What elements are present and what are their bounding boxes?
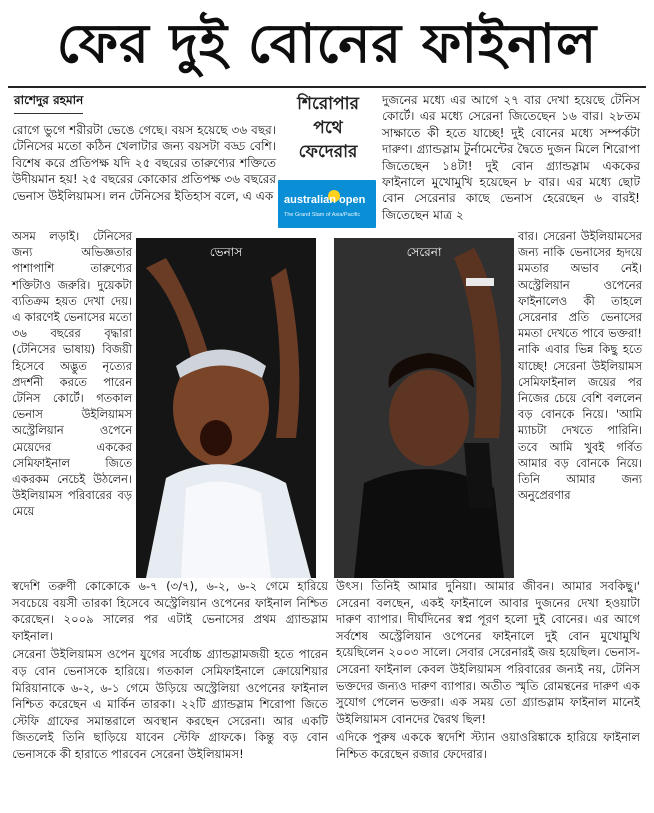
article-bottom-right bbox=[336, 578, 640, 765]
serena-photo bbox=[334, 238, 514, 578]
article-column-1 bbox=[12, 122, 276, 206]
byline: রাশেদুর রহমান bbox=[14, 92, 83, 114]
subhead-line-3: ফেদেরার bbox=[298, 142, 358, 162]
bottom-right-para-2: এদিকে পুরুষ এককে স্বদেশি স্ট্যান ওয়াওরিঙ্কাকে হারিয়ে ফাইনাল নিশ্চিত করেছেন রজার ফেদেরার। bbox=[336, 730, 640, 761]
subhead-line-1: শিরোপার bbox=[297, 94, 359, 114]
headline-rule bbox=[8, 86, 646, 88]
col1-text: রোগে ভুগে শরীরটা ভেঙে গেছে। বয়স হয়েছে ৩৬ বছর। টেনিসের মতো কঠিন খেলাটার জন্য বয়সটা বড্ড বেশি। বিশেষ করে প্রতিপক্ষ যদি ২৫ বছরের তারুণ্যের শক্তিতে উদীয়মান হয়! ২৫ বছরের কোকোর প্রতিপক্ষ ৩৬ বছরের ভেনাস উইলিয়ামস। লন টেনিসের ইতিহাস বলে, এ এক bbox=[12, 123, 276, 203]
sidebar-subhead bbox=[280, 92, 376, 164]
article-column-3 bbox=[382, 92, 640, 225]
australian-open-logo bbox=[278, 180, 376, 228]
narrow-left-text: অসম লড়াই। টেনিসের জন্য অভিজ্ঞতার পাশাপাশি তারুণ্যের শক্তিটাও জরুরি। দুয়েকটা ব্যতিক্রম হয়ত দেখা দেয়। এ কারণেই ভেনাসের মতো ৩৬ বছরের বৃদ্ধারা (টেনিসের ভাষায়) বিজয়ী হিসেবে অদ্ভুত নৃত্যের প্রদর্শনী করতে পারেন টেনিস কোর্টে। গতকাল ভেনাস উইলিয়ামস অস্ট্রেলিয়ান ওপেনে মেয়েদের এককের সেমিফাইনাল জিতে একরকম নেচেই উঠলেন। উইলিয়ামস পরিবারের বড় মেয়ে bbox=[12, 229, 132, 519]
col3-text: দুজনের মধ্যে এর আগে ২৭ বার দেখা হয়েছে টেনিস কোর্টে। এর মধ্যে সেরেনা জিতেছেন ১৬ বার। ২৮তম সাক্ষাতে কী হতে যাচ্ছে! দুই বোনের মধ্যে সম্পর্কটা দারুণ। গ্র্যান্ডস্লাম টুর্নামেন্টের দ্বৈতে দুজন মিলে শিরোপা জিতেছেন ১৪টা! দুই বোন গ্র্যান্ডস্লাম এককের ফাইনালে মুখোমুখি হয়েছেন ৮ বার। এর মধ্যে ছোট বোন সেরেনার কাছে ভেনাস হেরেছেন ৬ বারই! জিতেছেন মাত্র ২ bbox=[382, 93, 640, 222]
article-narrow-left bbox=[12, 228, 132, 522]
logo-main-text: australian open bbox=[284, 194, 366, 206]
subhead-line-2: পথে bbox=[313, 118, 343, 138]
serena-caption: সেরেনা bbox=[406, 245, 442, 259]
bottom-left-para-1: স্বদেশি তরুণী কোকোকে ৬-৭ (৩/৭), ৬-২, ৬-২ গেমে হারিয়ে সবচেয়ে বয়সী তারকা হিসেবে অস্ট্রেলিয়ান ওপেনের ফাইনাল নিশ্চিত করেছেন। ২০০৯ সালের পর এটাই ভেনাসের প্রথম গ্র্যান্ডস্লাম ফাইনাল। bbox=[12, 579, 328, 643]
headline: ফের দুই বোনের ফাইনাল bbox=[56, 11, 598, 75]
bottom-right-para-1: উৎস। তিনিই আমার দুনিয়া। আমার জীবন। আমার সবকিছু।' সেরেনা বলছেন, একই ফাইনালে আবার দুজনের দেখা হওয়াটা দারুণ ব্যাপার। দীর্ঘদিনের স্বপ্ন পূরণ হলো দুই বোনের। এর আগে সর্বশেষ অস্ট্রেলিয়ান ওপেনের ফাইনালে দুই বোন মুখোমুখি হয়েছিলেন ২০০৩ সালে। সেবার সেরেনারই জয় হয়েছিল। ভেনাস-সেরেনা ফাইনাল কেবল উইলিয়ামস পরিবারের জন্যই নয়, টেনিস ভক্তদের জন্যও দারুণ ব্যাপার। অতীত স্মৃতি রোমন্থনের দারুণ এক সুযোগ পেলেন ভক্তরা। এক সময় তো গ্র্যান্ডস্লাম ফাইনাল মানেই উইলিয়ামস বোনদের দ্বৈরথ ছিল! bbox=[336, 579, 640, 726]
serena-figure bbox=[334, 238, 514, 578]
venus-caption: ভেনাস bbox=[209, 245, 243, 259]
logo-sub-text: The Grand Slam of Asia/Pacific bbox=[284, 212, 361, 218]
bottom-left-para-2: সেরেনা উইলিয়ামস ওপেন যুগের সর্বোচ্চ গ্র্যান্ডস্লামজয়ী হতে পারেন বড় বোন ভেনাসকে হারিয়ে। গতকাল সেমিফাইনালে ক্রোয়েশিয়ার মিরিয়ানাকে ৬-২, ৬-১ গেমে উড়িয়ে অস্ট্রেলিয়া ওপেনের ফাইনাল নিশ্চিত করেছেন এ মার্কিন তারকা। ২২টি গ্র্যান্ডস্লাম শিরোপা জিতে স্টেফি গ্রাফের সমান্তরালে অবস্থান করছেন সেরেনা। আর একটি জিতলেই তিনি ছাড়িয়ে যাবেন স্টেফি গ্রাফকে। কিন্তু বড় বোন ভেনাসকে কী হারাতে পারবেন সেরেনা উইলিয়ামস! bbox=[12, 647, 328, 761]
venus-photo bbox=[136, 238, 316, 578]
venus-figure bbox=[136, 238, 316, 578]
article-narrow-right bbox=[518, 228, 642, 505]
article-bottom-left bbox=[12, 578, 328, 765]
narrow-right-text: বার। সেরেনা উইলিয়ামসের জন্য নাকি ভেনাসের হৃদয়ে মমতার অভাব নেই। অস্ট্রেলিয়ান ওপেনের ফাইনালেও কী তাহলে সেরেনার প্রতি ভেনাসের মমতা দেখতে পাবে ভক্তরা! নাকি এবার ভিন্ন কিছু হতে যাচ্ছে! সেরেনা উইলিয়ামস সেমিফাইনাল জয়ের পর নিজের চেয়ে বেশি বললেন বড় বোনকে নিয়ে। 'আমি ম্যাচটা দেখতে পারিনি। তবে আমি খুবই গর্বিত আমার বড় বোনকে নিয়ে। তিনি আমার জন্য অনুপ্রেরণার bbox=[518, 229, 642, 503]
